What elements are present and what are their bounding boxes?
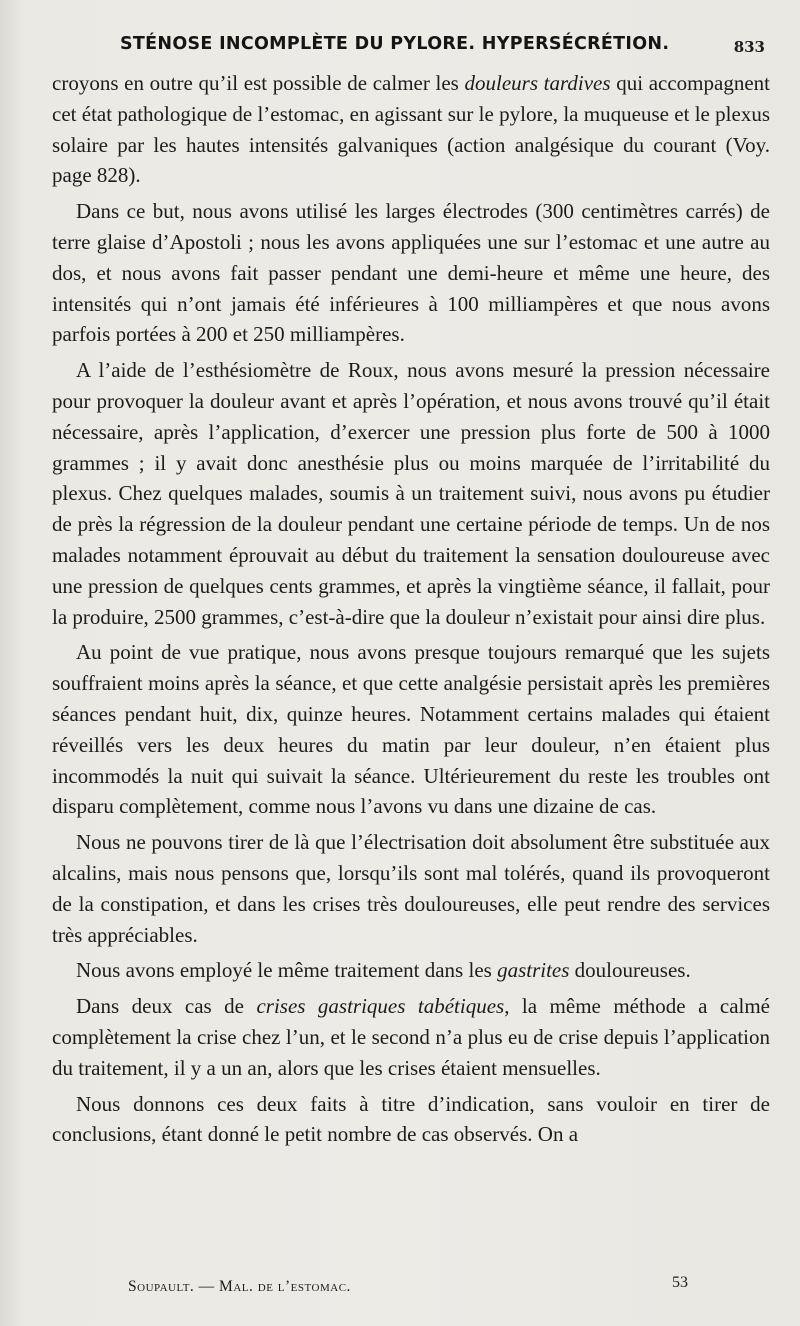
paragraph-3: A l’aide de l’esthésiomètre de Roux, nous avons mesuré la pression nécessaire pour provoquer la douleur avant et après l’opération, et nous avons trouvé qu’il était nécessaire, après l’application, d’exercer une pression plus forte de 500 à 1000 grammes ; il y avait donc anesthésie plus ou moins marquée de l’irritabilité du plexus. Chez quelques malades, soumis à un traitement suivi, nous avons pu étudier de près la régression de la douleur pendant une certaine période de temps. Un de nos malades notamment éprouvait au début du traitement la sensation douloureuse avec une pression de quelques cents grammes, et après la vingtième séance, il fallait, pour la produire, 2500 grammes, c’est-à-dire que la douleur n’existait pour ainsi dire plus. (52, 358, 770, 629)
paragraph-7: Dans deux cas de crises gastriques tabétiques, la même méthode a calmé complètement la crise chez l’un, et le second n’a plus eu de crise depuis l’application du traitement, il y a un an, alors que les crises étaient mensuelles. (52, 994, 770, 1080)
running-title: STÉNOSE INCOMPLÈTE DU PYLORE. HYPERSÉCRÉTION. (120, 34, 670, 54)
paragraph-2: Dans ce but, nous avons utilisé les larges électrodes (300 centimètres carrés) de terre glaise d’Apostoli ; nous les avons appliquées une sur l’estomac et une autre au dos, et nous avons fait passer pendant une demi-heure et même une heure, des intensités qui n’ont jamais été inférieures à 100 milliampères et que nous avons parfois portées à 200 et 250 milliampères. (52, 199, 770, 347)
footer-author: Soupault. — Mal. de l’estomac. (128, 1278, 351, 1295)
signature-mark: 53 (672, 1274, 688, 1291)
paragraph-8: Nous donnons ces deux faits à titre d’indication, sans vouloir en tirer de conclusions, étant donné le petit nombre de cas observés. On a (52, 1091, 770, 1147)
paragraph-1: croyons en outre qu’il est possible de calmer les douleurs tardives qui accompagnent cet état pathologique de l’estomac, en agissant sur le pylore, la muqueuse et le plexus solaire par les hautes intensités galvaniques (action analgésique du courant (Voy. page 828). (52, 71, 770, 188)
paragraph-4: Au point de vue pratique, nous avons presque toujours remarqué que les sujets souffraient moins après la séance, et que cette analgésie persistait après les premières séances pendant huit, dix, quinze heures. Notamment certains malades qui étaient réveillés vers les deux heures du matin par leur douleur, n’en étaient plus incommodés la nuit qui suivait la séance. Ultérieurement du reste les troubles ont disparu complètement, comme nous l’avons vu dans une dizaine de cas. (52, 640, 770, 819)
page-body (52, 68, 770, 1155)
running-header (120, 30, 770, 60)
page-number: 833 (733, 38, 765, 56)
paragraph-6: Nous avons employé le même traitement dans les gastrites douloureuses. (76, 958, 691, 983)
page-footer (128, 1274, 688, 1304)
paragraph-5: Nous ne pouvons tirer de là que l’électrisation doit absolument être substituée aux alcalins, mais nous pensons que, lorsqu’ils sont mal tolérés, quand ils provoqueront de la constipation, et dans les crises très douloureuses, elle peut rendre des services très appréciables. (52, 830, 770, 947)
